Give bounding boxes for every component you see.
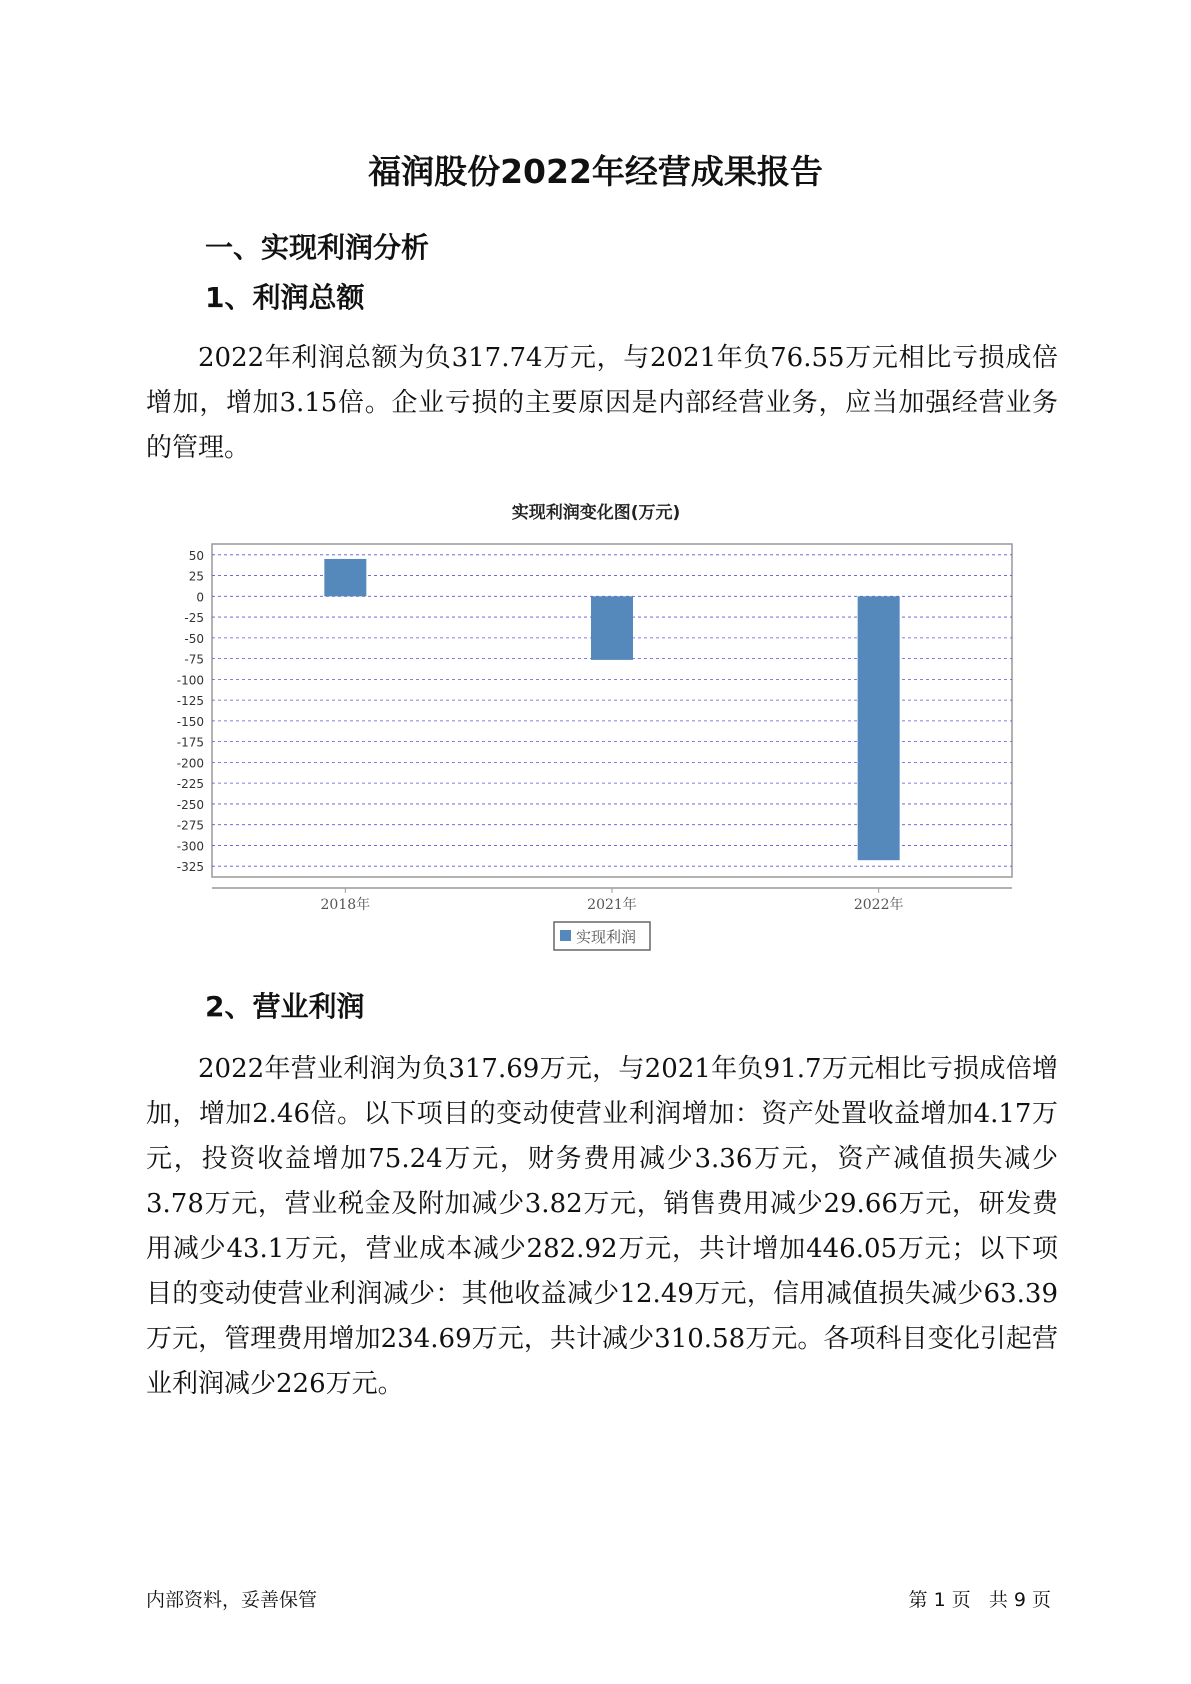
y-tick-label: -100	[176, 673, 204, 688]
x-tick-label: 2018年	[320, 897, 371, 913]
bar-2018年	[324, 559, 366, 596]
y-tick-label: -150	[176, 714, 204, 729]
operating-profit-paragraph: 2022年营业利润为负317.69万元，与2021年负91.7万元相比亏损成倍增加，增加2.46倍。以下项目的变动使营业利润增加：资产处置收益增加4.17万元，投资收益增加75.24万元，财务费用减少3.36万元，资产减值损失减少3.78万元，营业税金及附加减少3.82万元，销售费用减少29.66万元，研发费用减少43.1万元，营业成本减少282.92万元，共计增加446.05万元；以下项目的变动使营业利润减少：其他收益减少12.49万元，信用减值损失减少63.39万元，管理费用增加234.69万元，共计减少310.58万元。各项科目变化引起营业利润减少226万元。	[146, 1054, 1058, 1399]
y-tick-label: -175	[176, 735, 204, 750]
chart-legend	[554, 922, 650, 950]
footer-page-number: 第 1 页 共 9 页	[908, 1589, 1051, 1611]
y-tick-label: -225	[176, 777, 204, 792]
subsection-heading-total-profit: 1、利润总额	[205, 281, 365, 314]
y-tick-label: -125	[176, 694, 204, 709]
y-tick-label: -25	[184, 611, 204, 626]
legend-label: 实现利润	[576, 928, 637, 946]
y-tick-label: -275	[176, 818, 204, 833]
y-tick-label: -75	[184, 652, 204, 667]
y-axis-ticks	[177, 549, 204, 874]
y-tick-label: -50	[184, 631, 204, 646]
profit-bar-chart	[166, 496, 1026, 956]
chart-title: 实现利润变化图(万元)	[511, 503, 681, 523]
y-tick-label: -300	[176, 839, 204, 854]
section-heading-profit-analysis: 一、实现利润分析	[205, 231, 430, 264]
x-tick-label: 2021年	[587, 897, 637, 913]
bar-2021年	[591, 596, 633, 660]
y-tick-label: -250	[176, 797, 204, 812]
total-profit-paragraph: 2022年利润总额为负317.74万元，与2021年负76.55万元相比亏损成倍增加，增加3.15倍。企业亏损的主要原因是内部经营业务，应当加强经营业务的管理。	[146, 343, 1058, 463]
y-tick-label: 25	[188, 569, 204, 584]
bar-2022年	[858, 596, 900, 860]
y-tick-label: 50	[188, 548, 204, 563]
profit-chart	[166, 496, 1026, 960]
x-tick-label: 2022年	[853, 897, 904, 913]
footer-confidential-note: 内部资料，妥善保管	[146, 1589, 318, 1611]
document-title: 福润股份2022年经营成果报告	[368, 152, 823, 191]
y-tick-label: -200	[176, 756, 204, 771]
subsection-heading-operating-profit: 2、营业利润	[205, 990, 365, 1023]
legend-swatch	[560, 930, 571, 941]
x-axis-ticks	[321, 888, 904, 913]
y-tick-label: 0	[196, 590, 204, 605]
y-tick-label: -325	[176, 860, 204, 875]
